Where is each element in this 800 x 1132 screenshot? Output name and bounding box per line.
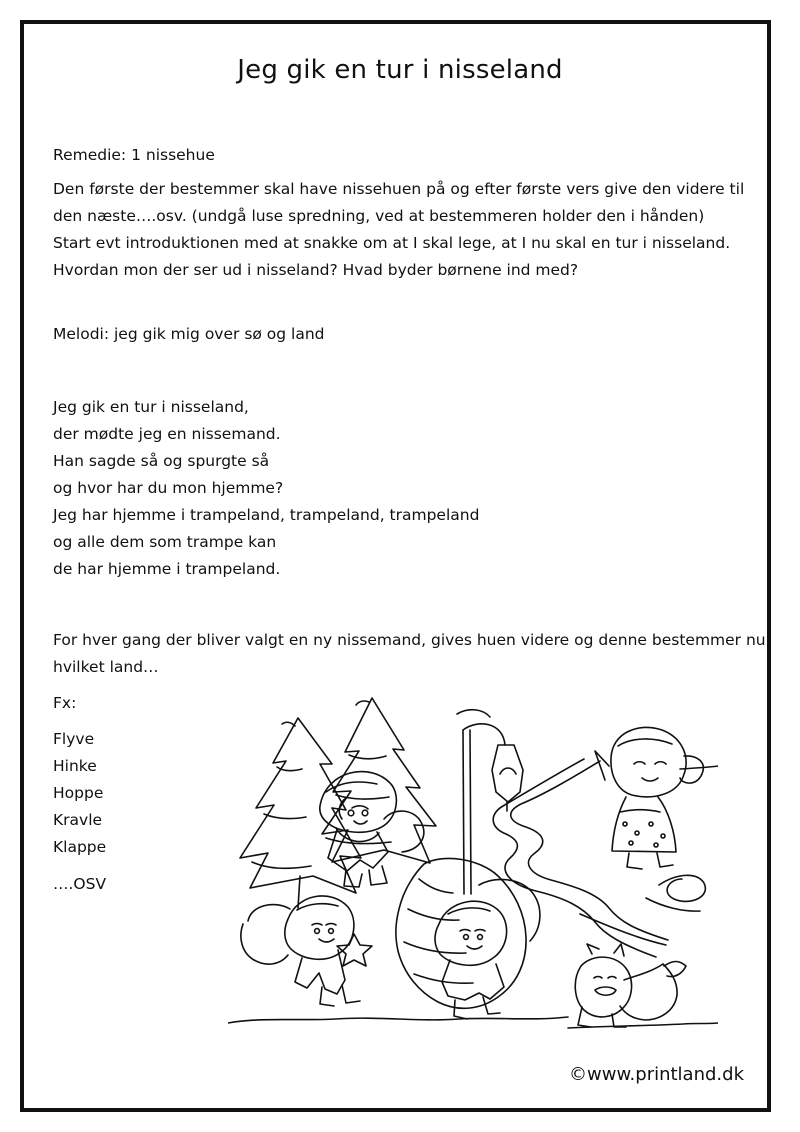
outro-line: For hver gang der bliver valgt en ny nissemand, gives huen videre og denne bestemmer nu — [53, 631, 766, 649]
intro-line: Start evt introduktionen med at snakke om at I skal lege, at I nu skal en tur i nisseland. — [53, 234, 731, 252]
outro-line: hvilket land… — [53, 658, 159, 676]
example-item: Hinke — [53, 757, 97, 775]
melody-text: Melodi: jeg gik mig over sø og land — [53, 325, 325, 343]
song-line: og alle dem som trampe kan — [53, 533, 277, 551]
snow-path-icon — [493, 759, 718, 957]
examples-list — [53, 726, 106, 861]
osv-text: ….OSV — [53, 875, 107, 893]
intro-line: Hvordan mon der ser ud i nisseland? Hvad byder børnene ind med? — [53, 261, 579, 279]
intro-paragraph — [53, 176, 744, 284]
snow-ground-icon — [228, 1017, 718, 1028]
elf-character-icon — [241, 896, 372, 1006]
outro-paragraph — [53, 627, 766, 681]
song-line: der mødte jeg en nissemand. — [53, 425, 281, 443]
page-title: Jeg gik en tur i nisseland — [237, 55, 563, 85]
christmas-elves-illustration — [228, 688, 718, 1038]
song-line: Jeg gik en tur i nisseland, — [53, 398, 249, 416]
street-lamp-icon — [457, 710, 523, 894]
pine-tree-icon — [240, 718, 361, 908]
credit-text: ©www.printland.dk — [569, 1064, 744, 1085]
example-item: Kravle — [53, 811, 103, 829]
elf-character-icon — [595, 727, 703, 869]
example-item: Hoppe — [53, 784, 104, 802]
song-line: de har hjemme i trampeland. — [53, 560, 281, 578]
pine-tree-icon — [322, 698, 436, 863]
song-line: og hvor har du mon hjemme? — [53, 479, 284, 497]
remedie-text: Remedie: 1 nissehue — [53, 146, 215, 164]
intro-line: den næste….osv. (undgå luse spredning, ved at bestemmeren holder den i hånden) — [53, 207, 705, 225]
pig-icon — [575, 944, 686, 1027]
song-verse — [53, 394, 479, 583]
fx-label: Fx: — [53, 694, 77, 712]
example-item: Klappe — [53, 838, 107, 856]
song-line: Jeg har hjemme i trampeland, trampeland, trampeland — [53, 506, 480, 524]
song-line: Han sagde så og spurgte så — [53, 452, 270, 470]
example-item: Flyve — [53, 730, 95, 748]
snow-swirl-icon — [646, 875, 705, 911]
elf-character-icon — [435, 879, 540, 1019]
intro-line: Den første der bestemmer skal have nissehuen på og efter første vers give den videre til — [53, 180, 745, 198]
